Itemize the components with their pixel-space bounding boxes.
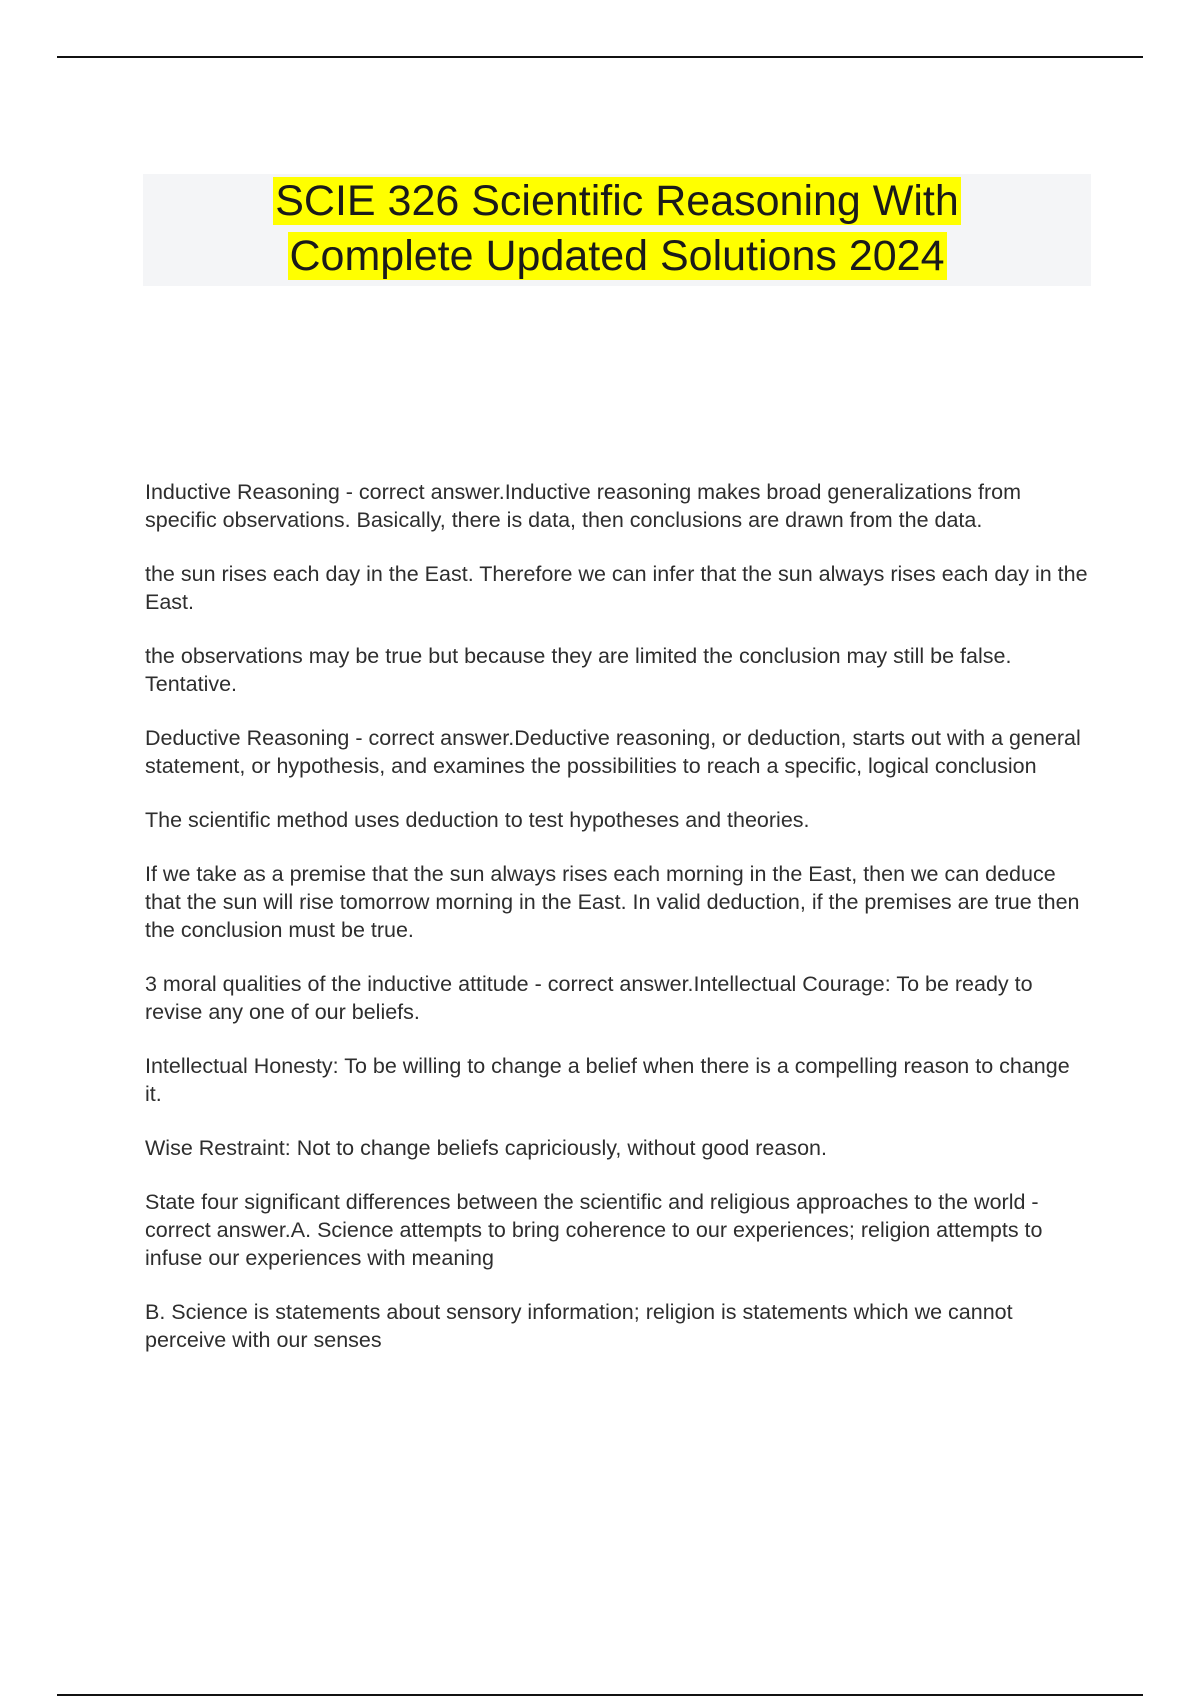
document-body: [145, 478, 1090, 1380]
document-title: [143, 174, 1091, 284]
paragraph: the sun rises each day in the East. Therefore we can infer that the sun always rises each day in the East.: [145, 562, 1088, 614]
paragraph: Inductive Reasoning - correct answer.Inductive reasoning makes broad generalizations from specific observations. Basically, there is data, then conclusions are drawn from the data.: [145, 480, 1021, 532]
paragraph: Intellectual Honesty: To be willing to change a belief when there is a compelling reason to change it.: [145, 1054, 1070, 1106]
paragraph: B. Science is statements about sensory information; religion is statements which we cannot perceive with our senses: [145, 1300, 1013, 1352]
title-line-2: Complete Updated Solutions 2024: [289, 232, 945, 280]
paragraph: If we take as a premise that the sun always rises each morning in the East, then we can deduce that the sun will rise tomorrow morning in the East. In valid deduction, if the premises are true then the conclusion must be true.: [145, 862, 1080, 942]
top-rule: [57, 56, 1143, 58]
title-line-1: SCIE 326 Scientific Reasoning With: [275, 177, 959, 225]
paragraph: The scientific method uses deduction to test hypotheses and theories.: [145, 808, 810, 832]
paragraph: Deductive Reasoning - correct answer.Deductive reasoning, or deduction, starts out with a general statement, or hypothesis, and examines the possibilities to reach a specific, logical conclusion: [145, 726, 1081, 778]
bottom-rule: [57, 1694, 1143, 1696]
paragraph: State four significant differences between the scientific and religious approaches to the world - correct answer.A. Science attempts to bring coherence to our experiences; religion attempts to infuse our experiences with meaning: [145, 1190, 1043, 1270]
paragraph: Wise Restraint: Not to change beliefs capriciously, without good reason.: [145, 1136, 827, 1160]
paragraph: 3 moral qualities of the inductive attitude - correct answer.Intellectual Courage: To be ready to revise any one of our beliefs.: [145, 972, 1033, 1024]
paragraph: the observations may be true but because they are limited the conclusion may still be false. Tentative.: [145, 644, 1012, 696]
